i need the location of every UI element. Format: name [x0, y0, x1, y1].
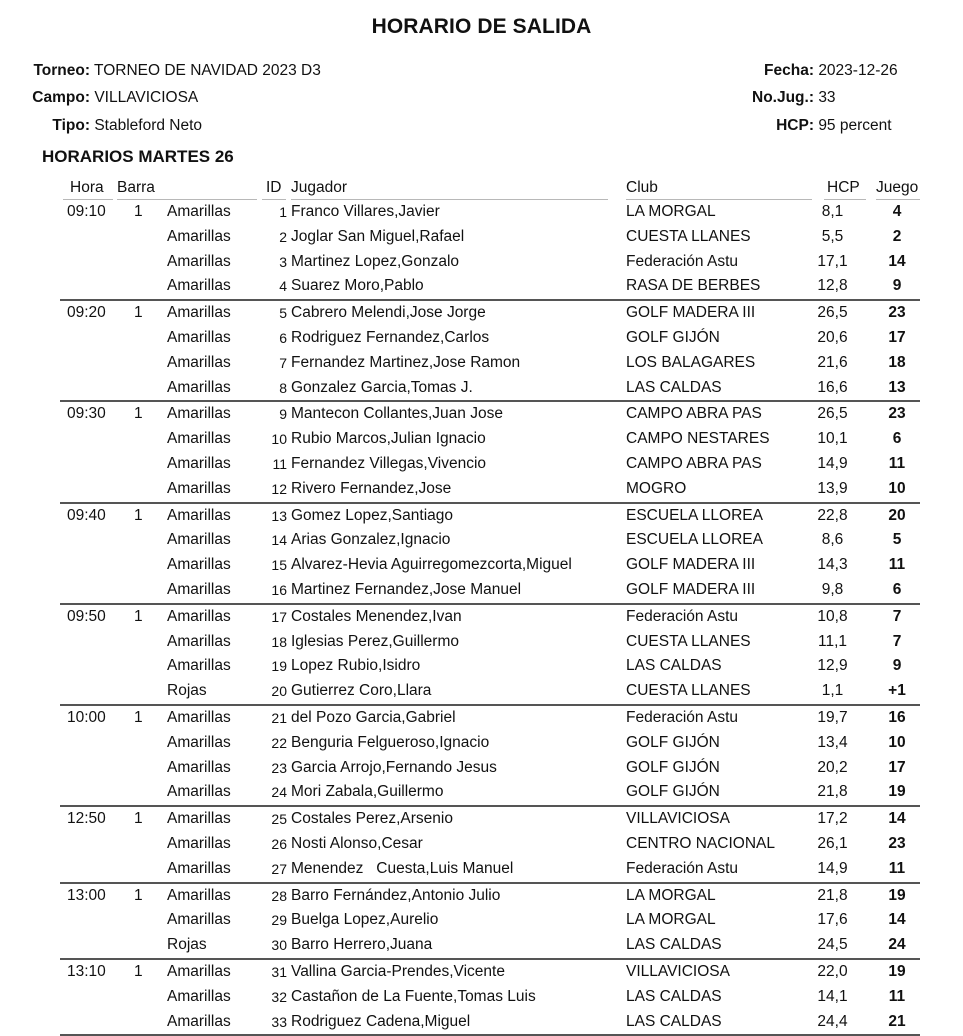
- club-cell: GOLF GIJÓN: [626, 733, 720, 751]
- tee-cell: Amarillas: [167, 454, 231, 472]
- player-name-cell: Castañon de La Fuente,Tomas Luis: [291, 987, 536, 1005]
- club-cell: GOLF GIJÓN: [626, 783, 720, 801]
- tee-cell: Amarillas: [167, 479, 231, 497]
- id-cell: 20: [271, 683, 287, 700]
- table-row: [60, 654, 920, 679]
- juego-cell: 18: [888, 353, 906, 371]
- meta-campo: [0, 89, 198, 107]
- id-cell: 1: [279, 204, 287, 220]
- tee-cell: Amarillas: [167, 859, 231, 877]
- player-name-cell: Arias Gonzalez,Ignacio: [291, 531, 451, 549]
- hcp-cell: 22,8: [817, 506, 848, 524]
- juego-cell: 7: [892, 607, 902, 625]
- barra-cell: 1: [134, 962, 143, 980]
- club-cell: LAS CALDAS: [626, 1012, 722, 1030]
- id-cell: 8: [279, 379, 287, 396]
- hcp-cell: 14,3: [817, 556, 848, 574]
- barra-cell: 1: [134, 708, 143, 726]
- barra-cell: 1: [134, 607, 143, 625]
- juego-cell: 17: [888, 758, 906, 776]
- tee-cell: Amarillas: [167, 378, 231, 396]
- id-cell: 29: [271, 912, 287, 929]
- id-cell: 26: [271, 835, 287, 852]
- id-cell: 16: [271, 581, 287, 598]
- club-cell: CAMPO ABRA PAS: [626, 405, 762, 423]
- table-row: [60, 578, 920, 603]
- club-cell: GOLF GIJÓN: [626, 758, 720, 776]
- table-row: [60, 780, 920, 805]
- id-cell: 11: [272, 455, 287, 472]
- tee-cell: Amarillas: [167, 962, 231, 980]
- juego-cell: 9: [892, 657, 902, 675]
- col-hcp: HCP: [827, 179, 860, 196]
- tee-cell: Rojas: [167, 936, 207, 954]
- hcp-cell: 22,0: [817, 962, 848, 980]
- col-id: ID: [266, 179, 282, 196]
- table-row: [60, 326, 920, 351]
- juego-cell: 7: [892, 632, 902, 650]
- player-name-cell: Vallina Garcia-Prendes,Vicente: [291, 962, 505, 980]
- juego-cell: 16: [888, 708, 906, 726]
- juego-cell: 10: [888, 479, 906, 497]
- tipo-value: Stableford Neto: [94, 117, 203, 134]
- player-name-cell: Alvarez-Hevia Aguirregomezcorta,Miguel: [291, 556, 572, 574]
- club-cell: CUESTA LLANES: [626, 682, 751, 700]
- tee-cell: Amarillas: [167, 227, 231, 245]
- id-cell: 31: [271, 963, 287, 980]
- table-row: [60, 884, 920, 909]
- hcp-cell: 14,9: [817, 454, 848, 472]
- id-cell: 5: [279, 305, 287, 322]
- hcp-cell: 12,9: [817, 657, 848, 675]
- club-cell: CAMPO NESTARES: [626, 430, 770, 448]
- col-barra: Barra: [117, 179, 155, 196]
- id-cell: 2: [279, 228, 287, 245]
- club-cell: VILLAVICIOSA: [626, 962, 730, 980]
- barra-cell: 1: [134, 304, 143, 322]
- meta-tipo: [0, 117, 202, 135]
- tee-cell: Amarillas: [167, 353, 231, 371]
- juego-cell: 10: [888, 733, 906, 751]
- tee-time-group: [60, 402, 920, 503]
- juego-cell: 6: [892, 430, 902, 448]
- torneo-label: Torneo:: [33, 62, 90, 79]
- table-row: [60, 731, 920, 756]
- torneo-value: TORNEO DE NAVIDAD 2023 D3: [94, 62, 321, 79]
- tee-cell: Amarillas: [167, 886, 231, 904]
- table-row: [60, 528, 920, 553]
- club-cell: Federación Astu: [626, 252, 739, 270]
- tee-cell: Amarillas: [167, 783, 231, 801]
- player-name-cell: Gutierrez Coro,Llara: [291, 682, 432, 700]
- player-name-cell: Rivero Fernandez,Jose: [291, 479, 452, 497]
- table-row: [60, 756, 920, 781]
- player-name-cell: Mori Zabala,Guillermo: [291, 783, 444, 801]
- id-cell: 27: [271, 860, 287, 877]
- player-name-cell: Iglesias Perez,Guillermo: [291, 632, 459, 650]
- hcp-cell: 8,6: [821, 531, 844, 549]
- tee-cell: Amarillas: [167, 607, 231, 625]
- table-row: [60, 679, 920, 704]
- player-name-cell: Martinez Fernandez,Jose Manuel: [291, 580, 522, 598]
- juego-cell: 9: [892, 277, 902, 295]
- club-cell: GOLF GIJÓN: [626, 328, 720, 346]
- player-name-cell: Gonzalez Garcia,Tomas J.: [291, 378, 473, 396]
- club-cell: LAS CALDAS: [626, 657, 722, 675]
- player-name-cell: Costales Perez,Arsenio: [291, 810, 453, 828]
- hora-cell: 12:50: [67, 810, 106, 828]
- tee-time-group: [60, 706, 920, 807]
- tee-time-group: [60, 884, 920, 960]
- juego-cell: 19: [888, 962, 906, 980]
- meta-hcp: [600, 117, 892, 135]
- table-row: [60, 857, 920, 882]
- player-name-cell: del Pozo Garcia,Gabriel: [291, 708, 456, 726]
- player-name-cell: Suarez Moro,Pablo: [291, 277, 424, 295]
- col-juego: Juego: [876, 179, 919, 196]
- player-name-cell: Fernandez Villegas,Vivencio: [291, 454, 487, 472]
- juego-cell: 23: [888, 834, 906, 852]
- club-cell: LAS CALDAS: [626, 987, 722, 1005]
- hcp-label: HCP:: [776, 117, 814, 134]
- tee-cell: Amarillas: [167, 810, 231, 828]
- tee-cell: Amarillas: [167, 580, 231, 598]
- table-row: [60, 1010, 920, 1035]
- club-cell: GOLF MADERA III: [626, 580, 756, 598]
- hcp-cell: 20,6: [817, 328, 848, 346]
- juego-cell: 6: [892, 580, 902, 598]
- player-name-cell: Fernandez Martinez,Jose Ramon: [291, 353, 521, 371]
- club-cell: VILLAVICIOSA: [626, 810, 730, 828]
- club-cell: LA MORGAL: [626, 203, 716, 220]
- tee-time-group: [60, 960, 920, 1036]
- juego-cell: 2: [892, 227, 902, 245]
- hcp-cell: 1,1: [821, 682, 844, 700]
- hcp-cell: 19,7: [817, 708, 848, 726]
- hora-cell: 09:30: [67, 405, 106, 423]
- club-cell: LA MORGAL: [626, 886, 716, 904]
- hcp-cell: 13,9: [817, 479, 848, 497]
- club-cell: CAMPO ABRA PAS: [626, 454, 762, 472]
- player-name-cell: Rubio Marcos,Julian Ignacio: [291, 430, 486, 448]
- tee-time-group: [60, 200, 920, 301]
- id-cell: 32: [271, 988, 287, 1005]
- juego-cell: 11: [888, 454, 906, 472]
- hcp-cell: 17,2: [817, 810, 848, 828]
- hcp-cell: 20,2: [817, 758, 848, 776]
- table-row: [60, 376, 920, 401]
- table-row: [60, 477, 920, 502]
- id-cell: 33: [271, 1013, 287, 1030]
- player-name-cell: Gomez Lopez,Santiago: [291, 506, 453, 524]
- barra-cell: 1: [134, 203, 143, 220]
- tee-cell: Rojas: [167, 682, 207, 700]
- table-row: [60, 250, 920, 275]
- id-cell: 10: [271, 431, 287, 448]
- player-name-cell: Franco Villares,Javier: [291, 203, 440, 220]
- hcp-cell: 26,5: [817, 405, 848, 423]
- hcp-cell: 26,5: [817, 304, 848, 322]
- tee-cell: Amarillas: [167, 252, 231, 270]
- hora-cell: 13:00: [67, 886, 106, 904]
- id-cell: 30: [271, 937, 287, 954]
- player-name-cell: Joglar San Miguel,Rafael: [291, 227, 465, 245]
- club-cell: CUESTA LLANES: [626, 227, 751, 245]
- tee-cell: Amarillas: [167, 203, 231, 220]
- id-cell: 12: [271, 480, 287, 497]
- club-cell: CENTRO NACIONAL: [626, 834, 775, 852]
- club-cell: CUESTA LLANES: [626, 632, 751, 650]
- club-cell: ESCUELA LLOREA: [626, 531, 763, 549]
- id-cell: 9: [279, 406, 287, 423]
- juego-cell: 24: [888, 936, 906, 954]
- id-cell: 28: [271, 887, 287, 904]
- hcp-cell: 12,8: [817, 277, 848, 295]
- table-row: [60, 832, 920, 857]
- juego-cell: 11: [888, 859, 906, 877]
- juego-cell: 11: [888, 556, 906, 574]
- hcp-cell: 16,6: [817, 378, 848, 396]
- tee-cell: Amarillas: [167, 758, 231, 776]
- id-cell: 3: [279, 253, 287, 270]
- id-cell: 6: [279, 329, 287, 346]
- meta-nojug: [600, 89, 836, 107]
- table-row: [60, 351, 920, 376]
- hcp-cell: 21,8: [817, 783, 848, 801]
- table-row: [60, 274, 920, 299]
- fecha-value: 2023-12-26: [818, 62, 898, 79]
- tee-cell: Amarillas: [167, 987, 231, 1005]
- table-row: [60, 807, 920, 832]
- hora-cell: 09:40: [67, 506, 106, 524]
- table-row: [60, 553, 920, 578]
- player-name-cell: Costales Menendez,Ivan: [291, 607, 462, 625]
- juego-cell: +1: [888, 682, 906, 700]
- hcp-cell: 8,1: [821, 203, 844, 220]
- hcp-cell: 17,1: [817, 252, 848, 270]
- tee-cell: Amarillas: [167, 708, 231, 726]
- hora-cell: 09:10: [67, 203, 106, 220]
- tee-cell: Amarillas: [167, 834, 231, 852]
- hcp-cell: 11,1: [817, 632, 848, 650]
- id-cell: 14: [271, 532, 287, 549]
- col-hora: Hora: [70, 179, 104, 196]
- section-title: HORARIOS MARTES 26: [42, 147, 234, 166]
- table-row: [60, 605, 920, 630]
- juego-cell: 20: [888, 506, 906, 524]
- juego-cell: 14: [888, 810, 906, 828]
- hcp-cell: 10,1: [817, 430, 848, 448]
- tee-cell: Amarillas: [167, 277, 231, 295]
- campo-label: Campo:: [32, 89, 90, 106]
- id-cell: 22: [271, 734, 287, 751]
- id-cell: 15: [271, 557, 287, 574]
- nojug-value: 33: [818, 89, 836, 106]
- club-cell: Federación Astu: [626, 859, 739, 877]
- id-cell: 23: [271, 759, 287, 776]
- club-cell: ESCUELA LLOREA: [626, 506, 763, 524]
- hcp-cell: 21,8: [817, 886, 848, 904]
- table-row: [60, 630, 920, 655]
- id-cell: 4: [279, 278, 287, 295]
- tee-cell: Amarillas: [167, 430, 231, 448]
- juego-cell: 23: [888, 405, 906, 423]
- tee-cell: Amarillas: [167, 506, 231, 524]
- table-header: [0, 179, 963, 199]
- tee-cell: Amarillas: [167, 911, 231, 929]
- hcp-cell: 26,1: [817, 834, 848, 852]
- tee-cell: Amarillas: [167, 405, 231, 423]
- player-name-cell: Martinez Lopez,Gonzalo: [291, 252, 460, 270]
- document-title: HORARIO DE SALIDA: [371, 15, 592, 38]
- hcp-cell: 14,1: [817, 987, 848, 1005]
- hora-cell: 13:10: [67, 962, 106, 980]
- tee-cell: Amarillas: [167, 1012, 231, 1030]
- table-row: [60, 225, 920, 250]
- hcp-cell: 5,5: [821, 227, 844, 245]
- player-name-cell: Garcia Arrojo,Fernando Jesus: [291, 758, 497, 776]
- tee-time-group: [60, 301, 920, 402]
- tee-time-group: [60, 605, 920, 706]
- table-row: [60, 427, 920, 452]
- schedule-table: [60, 200, 920, 1036]
- hcp-cell: 17,6: [817, 911, 848, 929]
- player-name-cell: Benguria Felgueroso,Ignacio: [291, 733, 490, 751]
- hora-cell: 10:00: [67, 708, 106, 726]
- tee-cell: Amarillas: [167, 733, 231, 751]
- juego-cell: 19: [888, 783, 906, 801]
- campo-value: VILLAVICIOSA: [94, 89, 199, 106]
- player-name-cell: Rodriguez Fernandez,Carlos: [291, 328, 490, 346]
- club-cell: LA MORGAL: [626, 911, 716, 929]
- barra-cell: 1: [134, 405, 143, 423]
- club-cell: GOLF MADERA III: [626, 556, 756, 574]
- hcp-cell: 9,8: [821, 580, 844, 598]
- player-name-cell: Menendez Cuesta,Luis Manuel: [291, 859, 514, 877]
- tee-cell: Amarillas: [167, 531, 231, 549]
- meta-torneo: [0, 62, 321, 80]
- tee-cell: Amarillas: [167, 632, 231, 650]
- table-row: [60, 301, 920, 326]
- club-cell: Federación Astu: [626, 607, 739, 625]
- barra-cell: 1: [134, 506, 143, 524]
- table-row: [60, 706, 920, 731]
- hcp-value: 95 percent: [818, 117, 892, 134]
- id-cell: 21: [271, 709, 287, 726]
- table-row: [60, 200, 920, 225]
- hcp-cell: 24,5: [817, 936, 848, 954]
- tee-time-group: [60, 504, 920, 605]
- tee-cell: Amarillas: [167, 556, 231, 574]
- tipo-label: Tipo:: [52, 117, 90, 134]
- hora-cell: 09:50: [67, 607, 106, 625]
- table-row: [60, 960, 920, 985]
- club-cell: Federación Astu: [626, 708, 739, 726]
- hcp-cell: 21,6: [817, 353, 848, 371]
- player-name-cell: Lopez Rubio,Isidro: [291, 657, 421, 675]
- juego-cell: 19: [888, 886, 906, 904]
- id-cell: 24: [271, 784, 287, 801]
- juego-cell: 14: [888, 911, 906, 929]
- col-jugador: Jugador: [291, 179, 348, 196]
- juego-cell: 11: [888, 987, 906, 1005]
- club-cell: RASA DE BERBES: [626, 277, 761, 295]
- barra-cell: 1: [134, 810, 143, 828]
- club-cell: GOLF MADERA III: [626, 304, 756, 322]
- id-cell: 25: [271, 811, 287, 828]
- juego-cell: 14: [888, 252, 906, 270]
- juego-cell: 4: [892, 203, 902, 220]
- barra-cell: 1: [134, 886, 143, 904]
- col-club: Club: [626, 179, 658, 196]
- table-row: [60, 504, 920, 529]
- player-name-cell: Rodriguez Cadena,Miguel: [291, 1012, 471, 1030]
- club-cell: LAS CALDAS: [626, 936, 722, 954]
- player-name-cell: Barro Herrero,Juana: [291, 936, 433, 954]
- club-cell: LAS CALDAS: [626, 378, 722, 396]
- player-name-cell: Cabrero Melendi,Jose Jorge: [291, 304, 486, 322]
- player-name-cell: Buelga Lopez,Aurelio: [291, 911, 439, 929]
- tee-time-group: [60, 807, 920, 883]
- tee-cell: Amarillas: [167, 304, 231, 322]
- juego-cell: 17: [888, 328, 906, 346]
- hcp-cell: 13,4: [817, 733, 848, 751]
- id-cell: 7: [279, 354, 287, 371]
- tee-cell: Amarillas: [167, 657, 231, 675]
- hcp-cell: 14,9: [817, 859, 848, 877]
- id-cell: 17: [271, 608, 287, 625]
- id-cell: 13: [271, 507, 287, 524]
- player-name-cell: Barro Fernández,Antonio Julio: [291, 886, 501, 904]
- juego-cell: 13: [888, 378, 906, 396]
- club-cell: LOS BALAGARES: [626, 353, 756, 371]
- id-cell: 18: [271, 633, 287, 650]
- club-cell: MOGRO: [626, 479, 687, 497]
- nojug-label: No.Jug.:: [752, 89, 814, 106]
- tee-cell: Amarillas: [167, 328, 231, 346]
- hcp-cell: 10,8: [817, 607, 848, 625]
- table-row: [60, 402, 920, 427]
- meta-fecha: [600, 62, 898, 80]
- table-row: [60, 985, 920, 1010]
- table-row: [60, 908, 920, 933]
- player-name-cell: Nosti Alonso,Cesar: [291, 834, 423, 852]
- id-cell: 19: [271, 658, 287, 675]
- table-row: [60, 933, 920, 958]
- fecha-label: Fecha:: [764, 62, 814, 79]
- table-row: [60, 452, 920, 477]
- player-name-cell: Mantecon Collantes,Juan Jose: [291, 405, 503, 423]
- juego-cell: 23: [888, 304, 906, 322]
- juego-cell: 5: [892, 531, 902, 549]
- hora-cell: 09:20: [67, 304, 106, 322]
- juego-cell: 21: [888, 1012, 906, 1030]
- hcp-cell: 24,4: [817, 1012, 848, 1030]
